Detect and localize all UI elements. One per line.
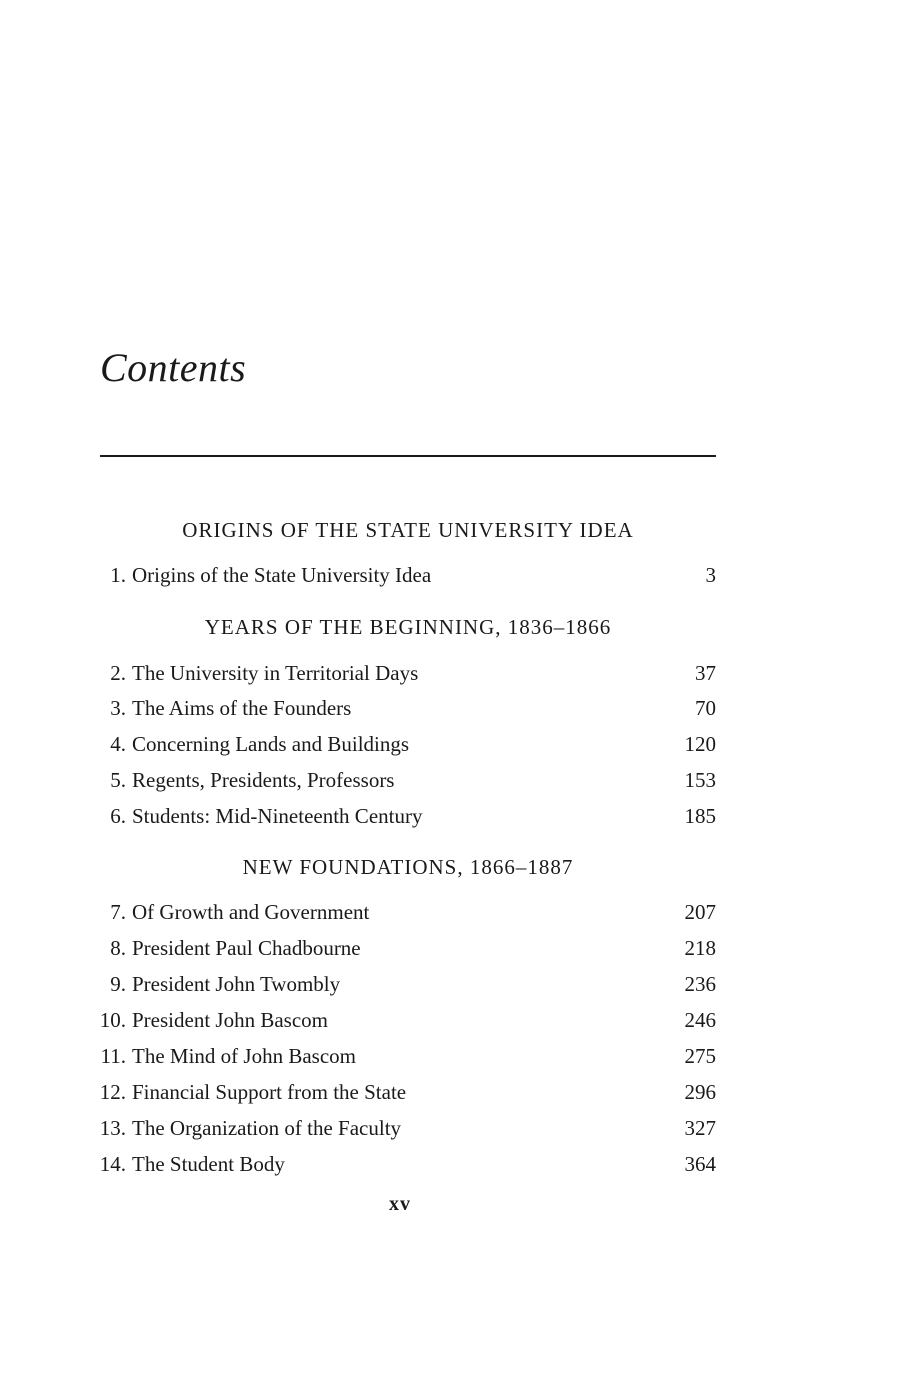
chapter-title: Regents, Presidents, Professors bbox=[132, 768, 402, 792]
page-number: 236 bbox=[684, 972, 716, 996]
chapter-title: Students: Mid-Nineteenth Century bbox=[132, 804, 430, 828]
chapter-title: The Mind of John Bascom bbox=[132, 1044, 364, 1068]
chapter-title: President John Twombly bbox=[132, 972, 348, 996]
page-number: 37 bbox=[695, 661, 716, 685]
page-number: 218 bbox=[684, 936, 716, 960]
chapter-number: 10. bbox=[99, 1008, 126, 1032]
toc-entry[interactable] bbox=[80, 1150, 716, 1178]
page-folio: xv bbox=[389, 1193, 411, 1215]
chapter-title: President Paul Chadbourne bbox=[132, 936, 369, 960]
chapter-title: President John Bascom bbox=[132, 1008, 336, 1032]
part-heading: YEARS OF THE BEGINNING, 1836–1866 bbox=[204, 615, 612, 639]
page-number: 275 bbox=[684, 1044, 716, 1068]
toc-entry[interactable] bbox=[80, 561, 716, 589]
toc-entry[interactable] bbox=[80, 694, 716, 722]
part-heading: NEW FOUNDATIONS, 1866–1887 bbox=[242, 855, 574, 879]
chapter-title: Financial Support from the State bbox=[132, 1080, 414, 1104]
chapter-title: The University in Territorial Days bbox=[132, 661, 426, 685]
chapter-number: 1. bbox=[110, 563, 126, 587]
toc-entry[interactable] bbox=[80, 1078, 716, 1106]
page-number: 364 bbox=[684, 1152, 716, 1176]
part-heading: ORIGINS OF THE STATE UNIVERSITY IDEA bbox=[182, 518, 634, 542]
page-number: 207 bbox=[684, 900, 716, 924]
chapter-number: 2. bbox=[110, 661, 126, 685]
chapter-number: 3. bbox=[110, 696, 126, 720]
toc-entry[interactable] bbox=[80, 1042, 716, 1070]
toc-entry[interactable] bbox=[80, 1006, 716, 1034]
page-number: 153 bbox=[684, 768, 716, 792]
toc-entry[interactable] bbox=[80, 1114, 716, 1142]
page-number: 70 bbox=[695, 696, 716, 720]
page-number: 246 bbox=[684, 1008, 716, 1032]
chapter-title: Concerning Lands and Buildings bbox=[132, 732, 417, 756]
page-number: 327 bbox=[684, 1116, 716, 1140]
chapter-number: 7. bbox=[110, 900, 126, 924]
toc-entry[interactable] bbox=[80, 802, 716, 830]
page-number: 120 bbox=[684, 732, 716, 756]
chapter-title: Origins of the State University Idea bbox=[132, 563, 439, 587]
page-number: 185 bbox=[684, 804, 716, 828]
toc-entry[interactable] bbox=[80, 934, 716, 962]
chapter-number: 4. bbox=[110, 732, 126, 756]
chapter-title: The Organization of the Faculty bbox=[132, 1116, 409, 1140]
chapter-number: 12. bbox=[99, 1080, 126, 1104]
chapter-number: 13. bbox=[99, 1116, 126, 1140]
chapter-number: 11. bbox=[100, 1044, 126, 1068]
chapter-number: 8. bbox=[110, 936, 126, 960]
toc-entry[interactable] bbox=[80, 898, 716, 926]
chapter-number: 6. bbox=[110, 804, 126, 828]
toc-entry[interactable] bbox=[80, 766, 716, 794]
chapter-number: 14. bbox=[99, 1152, 126, 1176]
page-number: 3 bbox=[705, 563, 716, 587]
chapter-number: 9. bbox=[110, 972, 126, 996]
toc-entry[interactable] bbox=[80, 730, 716, 758]
chapter-title: The Student Body bbox=[132, 1152, 293, 1176]
chapter-title: The Aims of the Founders bbox=[132, 696, 359, 720]
chapter-number: 5. bbox=[110, 768, 126, 792]
page-number: 296 bbox=[684, 1080, 716, 1104]
toc-entry[interactable] bbox=[80, 659, 716, 687]
toc-entry[interactable] bbox=[80, 970, 716, 998]
chapter-title: Of Growth and Government bbox=[132, 900, 377, 924]
page-title: Contents bbox=[100, 345, 247, 390]
